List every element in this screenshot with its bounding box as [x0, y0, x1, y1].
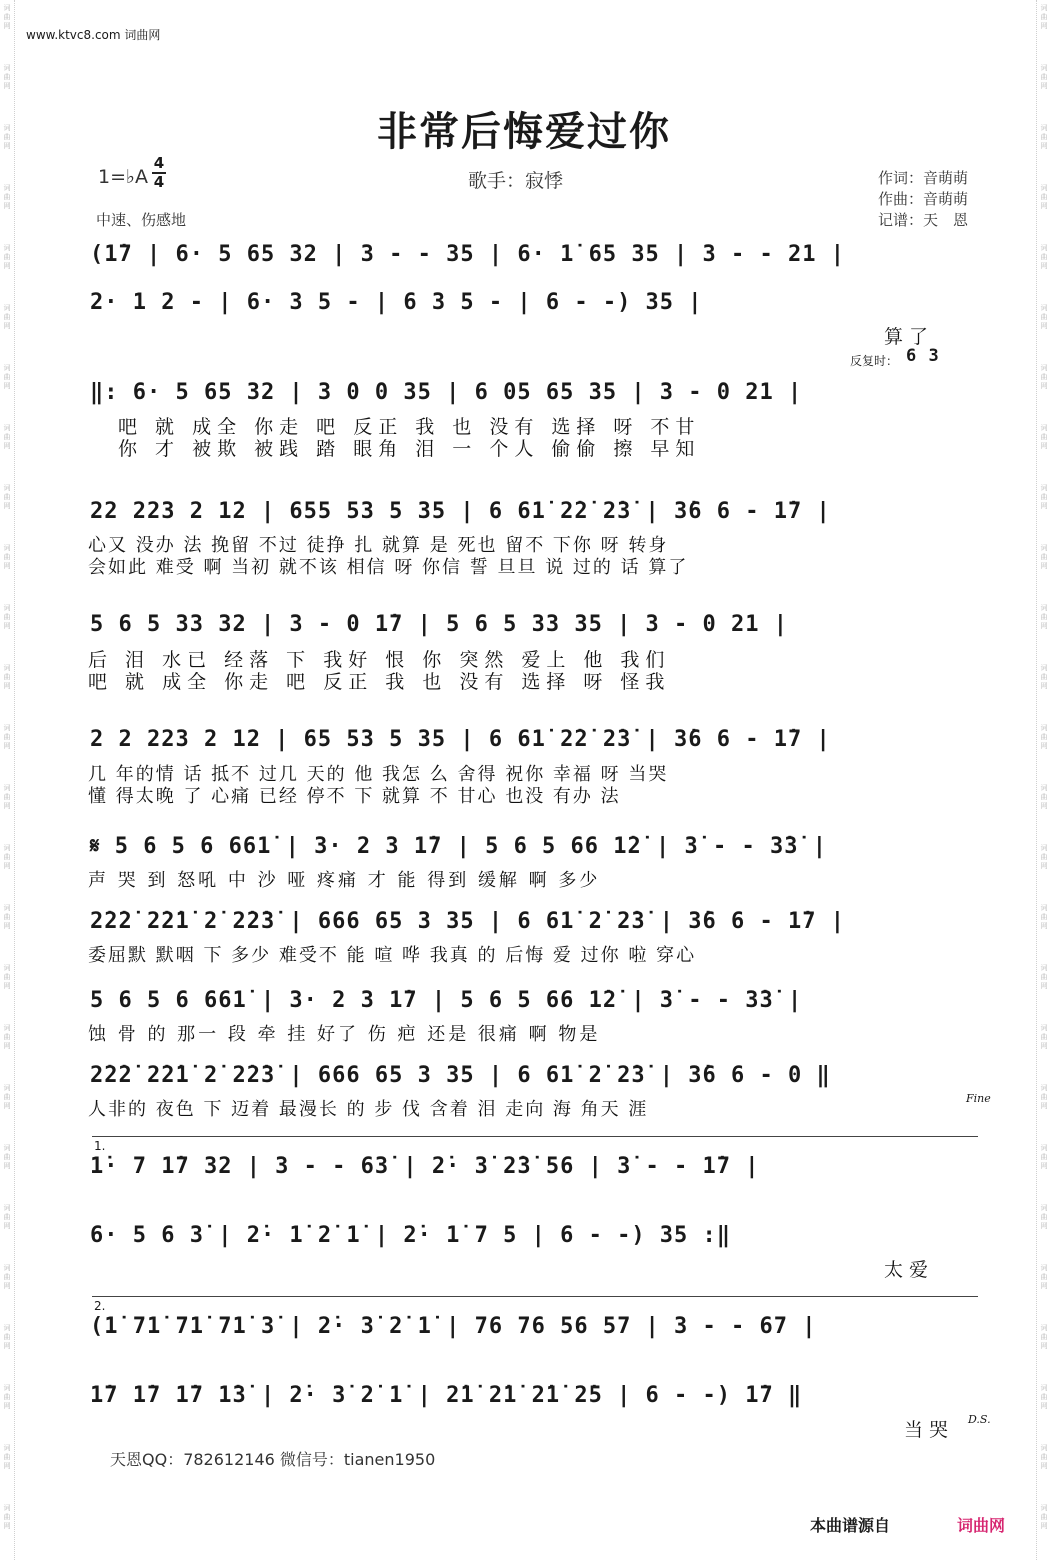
lyrics-line-3a: 吧 就 成全 你走 吧 反正 我 也 没有 选择 呀 不甘: [118, 416, 701, 438]
contact-info: 天恩QQ：782612146 微信号：tianen1950: [110, 1450, 436, 1469]
staff-line-9: 5 6 5 6 661̇ | 3· 2 3 1̇7 | 5 6 5 66 1̇2̇ | 3̇ - - 3̇3̇ |: [90, 988, 803, 1013]
side-watermark: 词 曲 网: [1040, 964, 1048, 990]
staff-line-7: 𝄋 5 6 5 6 661̇ | 3· 2 3 1̇7 | 5 6 5 66 1̇2̇ | 3̇ - - 3̇3̇ |: [90, 834, 827, 859]
side-watermark: 词 曲 网: [3, 184, 11, 210]
lyrics-line-3b: 你 才 被欺 被践 踏 眼角 泪 一 个人 偷偷 擦 早知: [118, 438, 701, 460]
ds-marking: D.S.: [968, 1413, 991, 1426]
staff-line-13: (1̇ 71̇ 71̇ 71̇ 3̇ | 2̇· 3̇ 2̇ 1̇ | 76 76 56 57 | 3 - - 67 |: [90, 1314, 817, 1339]
side-watermark: 词 曲 网: [1040, 184, 1048, 210]
staff-line-3: ‖: 6· 5 65 32 | 3 0 0 35 | 6 05 65 35 | 3 - 0 21 |: [90, 380, 803, 405]
time-signature-bottom: 4: [153, 173, 165, 191]
side-watermark: 词 曲 网: [3, 544, 11, 570]
side-watermark: 词 曲 网: [1040, 484, 1048, 510]
side-watermark: 词 曲 网: [3, 724, 11, 750]
staff-line-10: 2̇2̇2̇ 2̇2̇1̇ 2̇ 2̇2̇3̇ | 666 65 3 35 | 6 61̇ 2̇ 2̇3̇ | 3̇6 6 - 0 ‖: [90, 1063, 831, 1088]
brand-logo-link[interactable]: 词曲网: [957, 1516, 1006, 1535]
staff-line-1: (1̇7 | 6· 5 65 32 | 3 - - 35 | 6· 1̇ 65 35 | 3 - - 21 |: [90, 242, 845, 267]
side-watermark: 词 曲 网: [3, 364, 11, 390]
ending-2-label: 2.: [94, 1299, 106, 1313]
staff-line-8: 2̇2̇2̇ 2̇2̇1̇ 2̇ 2̇2̇3̇ | 666 65 3 35 | 6 61̇ 2̇ 2̇3̇ | 3̇6 6 - 1̇7 |: [90, 909, 845, 934]
side-watermark: 词 曲 网: [1040, 1444, 1048, 1470]
lyrics-line-4b: 会如此 难受 啊 当初 就不该 相信 呀 你信 誓 旦旦 说 过的 话 算了: [88, 557, 689, 578]
side-watermark: 词 曲 网: [1040, 244, 1048, 270]
side-watermark: 词 曲 网: [3, 304, 11, 330]
side-watermark: 词 曲 网: [1040, 1024, 1048, 1050]
time-signature-top: 4: [153, 154, 165, 172]
staff-line-6: 2 2 223 2 12 | 65 53 5 35 | 6 61̇ 2̇2̇ 2̇3̇ | 3̇6 6 - 1̇7 |: [90, 727, 831, 752]
lyricist: 作词：音萌萌: [878, 169, 969, 187]
repeat-notes: 6 3: [906, 346, 940, 366]
side-watermark: 词 曲 网: [1040, 1384, 1048, 1410]
side-watermark: 词 曲 网: [1040, 1204, 1048, 1230]
lyrics-line-6b: 懂 得太晚 了 心痛 已经 停不 下 就算 不 甘心 也没 有办 法: [88, 786, 621, 807]
side-watermark: 词 曲 网: [3, 244, 11, 270]
lyrics-line-5a: 后 泪 水已 经落 下 我好 恨 你 突然 爱上 他 我们: [88, 649, 671, 671]
lyrics-line-7a: 声 哭 到 怒吼 中 沙 哑 疼痛 才 能 得到 缓解 啊 多少: [88, 870, 601, 891]
side-watermark: 词 曲 网: [3, 1324, 11, 1350]
page-title: 非常后悔爱过你: [377, 109, 671, 155]
lyrics-line-6a: 几 年的情 话 抵不 过几 天的 他 我怎 么 舍得 祝你 幸福 呀 当哭: [88, 764, 669, 785]
staff-line-12: 6· 5 6 3̇ | 2̇· 1̇ 2̇ 1̇ | 2̇· 1̇ 7 5 | 6 - -) 35 :‖: [90, 1223, 732, 1248]
lyrics-line-9a: 蚀 骨 的 那一 段 牵 挂 好了 伤 疤 还是 很痛 啊 物是: [88, 1024, 601, 1045]
staff-line-5: 5 6 5 33 32 | 3 - 0 1̇7 | 5 6 5 33 35 | 3 - 0 21 |: [90, 612, 789, 637]
side-watermark: 词 曲 网: [1040, 1264, 1048, 1290]
singer: 歌手：寂悸: [468, 170, 564, 192]
side-watermark: 词 曲 网: [1040, 544, 1048, 570]
side-watermark: 词 曲 网: [3, 604, 11, 630]
side-watermark: 词 曲 网: [3, 904, 11, 930]
side-watermark: 词 曲 网: [1040, 724, 1048, 750]
side-watermark: 词 曲 网: [3, 1264, 11, 1290]
side-watermark: 词 曲 网: [1040, 4, 1048, 30]
lyrics-line-2a: 算了: [884, 326, 935, 348]
staff-line-2: 2· 1 2 - | 6· 3 5 - | 6 3 5 - | 6 - -) 35 |: [90, 290, 703, 315]
side-watermark: 词 曲 网: [3, 1384, 11, 1410]
composer: 作曲：音萌萌: [878, 190, 969, 208]
side-watermark: 词 曲 网: [3, 4, 11, 30]
key-signature: 1=♭A: [98, 166, 148, 188]
side-watermark: 词 曲 网: [1040, 304, 1048, 330]
lyrics-line-8a: 委屈默 默咽 下 多少 难受不 能 喧 哗 我真 的 后悔 爱 过你 啦 穿心: [88, 945, 697, 966]
staff-line-4: 22 223 2 12 | 655 53 5 35 | 6 61̇ 2̇2̇ 2̇3̇ | 3̇6 6 - 1̇7 |: [90, 499, 831, 524]
side-watermark: 词 曲 网: [1040, 124, 1048, 150]
side-watermark: 词 曲 网: [1040, 1324, 1048, 1350]
lyrics-line-14a: 当哭: [904, 1419, 955, 1441]
side-watermark: 词 曲 网: [1040, 664, 1048, 690]
side-watermark: 词 曲 网: [1040, 844, 1048, 870]
side-watermark: 词 曲 网: [1040, 364, 1048, 390]
staff-line-14: 1̇7 1̇7 1̇7 1̇3̇ | 2̇· 3̇ 2̇ 1̇ | 2̇1̇ 2̇1̇ 2̇1̇ 2̇5 | 6 - -) 1̇7 ‖: [90, 1383, 803, 1408]
source-label: 本曲谱源自: [810, 1516, 891, 1535]
side-watermark: 词 曲 网: [3, 1444, 11, 1470]
side-watermark: 词 曲 网: [1040, 784, 1048, 810]
side-watermark: 词 曲 网: [3, 844, 11, 870]
fine-marking: Fine: [966, 1092, 991, 1105]
side-watermark: 词 曲 网: [3, 484, 11, 510]
side-watermark: 词 曲 网: [1040, 64, 1048, 90]
side-watermark: 词 曲 网: [1040, 904, 1048, 930]
lyrics-line-5b: 吧 就 成全 你走 吧 反正 我 也 没有 选择 呀 怪我: [88, 671, 671, 693]
side-watermark: 词 曲 网: [3, 124, 11, 150]
side-watermark: 词 曲 网: [3, 64, 11, 90]
side-watermark: 词 曲 网: [3, 1024, 11, 1050]
tempo-marking: 中速、伤感地: [96, 211, 187, 229]
side-watermark: 词 曲 网: [1040, 424, 1048, 450]
side-watermark: 词 曲 网: [1040, 1504, 1048, 1530]
side-watermark: 词 曲 网: [3, 424, 11, 450]
ending-2-bracket: [92, 1296, 978, 1297]
lyrics-line-12a: 太爱: [884, 1259, 935, 1281]
side-watermark: 词 曲 网: [3, 1144, 11, 1170]
lyrics-line-10a: 人非的 夜色 下 迈着 最漫长 的 步 伐 含着 泪 走向 海 角天 涯: [88, 1099, 649, 1120]
staff-line-11: 1̇· 7 1̇7 32 | 3 - - 63̇ | 2̇· 3̇ 2̇3̇ 56 | 3̇ - - 1̇7 |: [90, 1154, 760, 1179]
transcriber: 记谱：天 恩: [878, 211, 969, 229]
side-watermark: 词 曲 网: [1040, 1084, 1048, 1110]
side-watermark: 词 曲 网: [3, 1084, 11, 1110]
repeat-note: 反复时：: [850, 354, 899, 368]
side-watermark: 词 曲 网: [3, 964, 11, 990]
side-watermark: 词 曲 网: [3, 1204, 11, 1230]
side-watermark: 词 曲 网: [3, 784, 11, 810]
side-watermark: 词 曲 网: [1040, 1144, 1048, 1170]
ending-1-label: 1.: [94, 1139, 106, 1153]
side-watermark: 词 曲 网: [3, 1504, 11, 1530]
side-watermark: 词 曲 网: [1040, 604, 1048, 630]
time-signature: [152, 155, 166, 191]
lyrics-line-4a: 心又 没办 法 挽留 不过 徒挣 扎 就算 是 死也 留不 下你 呀 转身: [88, 535, 669, 556]
site-url[interactable]: www.ktvc8.com 词曲网: [26, 28, 161, 42]
side-watermark: 词 曲 网: [3, 664, 11, 690]
ending-1-bracket: [92, 1136, 978, 1137]
